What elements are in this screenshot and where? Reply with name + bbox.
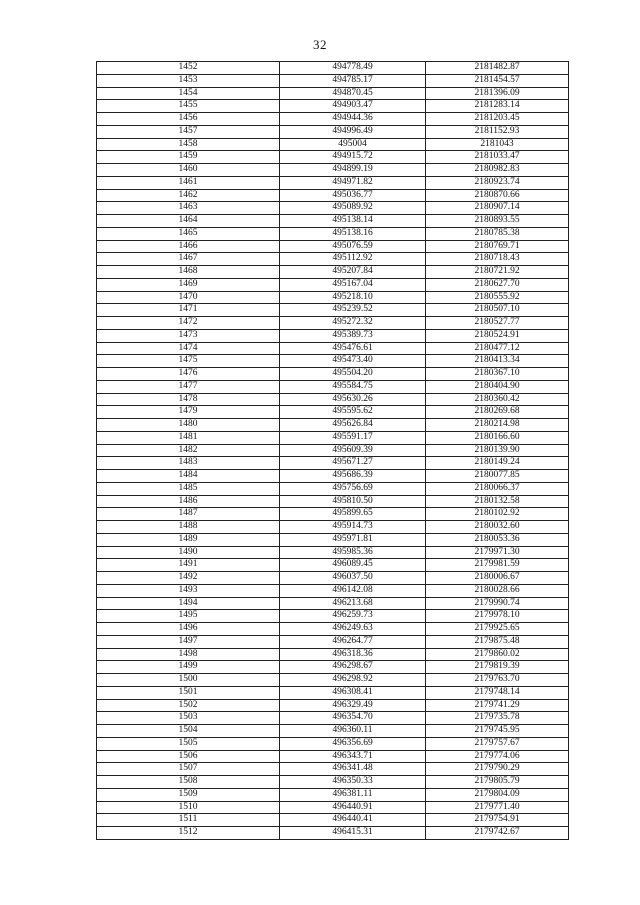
y-coordinate-cell: 2180214.98 [426, 419, 569, 432]
y-coordinate-cell: 2180077.85 [426, 470, 569, 483]
page-number: 32 [313, 37, 327, 52]
x-coordinate-cell: 496264.77 [280, 635, 426, 648]
table-row [97, 699, 569, 712]
table-row [97, 176, 569, 189]
table-row [97, 355, 569, 368]
y-coordinate-cell: 2180721.92 [426, 266, 569, 279]
y-coordinate-cell: 2180507.10 [426, 304, 569, 317]
table-row [97, 482, 569, 495]
point-number-cell: 1468 [97, 266, 280, 279]
table-row [97, 189, 569, 202]
y-coordinate-cell: 2180102.92 [426, 508, 569, 521]
point-number-cell: 1473 [97, 329, 280, 342]
point-number-cell: 1486 [97, 495, 280, 508]
point-number-cell: 1481 [97, 431, 280, 444]
x-coordinate-cell: 495584.75 [280, 380, 426, 393]
x-coordinate-cell: 494899.19 [280, 164, 426, 177]
point-number-cell: 1467 [97, 253, 280, 266]
x-coordinate-cell: 495076.59 [280, 240, 426, 253]
table-row [97, 750, 569, 763]
x-coordinate-cell: 496318.36 [280, 648, 426, 661]
y-coordinate-cell: 2181283.14 [426, 100, 569, 113]
point-number-cell: 1475 [97, 355, 280, 368]
y-coordinate-cell: 2180006.67 [426, 572, 569, 585]
table-row [97, 342, 569, 355]
point-number-cell: 1487 [97, 508, 280, 521]
y-coordinate-cell: 2180139.90 [426, 444, 569, 457]
point-number-cell: 1512 [97, 827, 280, 840]
y-coordinate-cell: 2179804.09 [426, 788, 569, 801]
point-number-cell: 1491 [97, 559, 280, 572]
y-coordinate-cell: 2179925.65 [426, 623, 569, 636]
point-number-cell: 1474 [97, 342, 280, 355]
y-coordinate-cell: 2180555.92 [426, 291, 569, 304]
y-coordinate-cell: 2180053.36 [426, 533, 569, 546]
point-number-cell: 1492 [97, 572, 280, 585]
x-coordinate-cell: 495004 [280, 138, 426, 151]
y-coordinate-cell: 2180982.83 [426, 164, 569, 177]
table-row [97, 635, 569, 648]
table-row [97, 508, 569, 521]
table-row [97, 610, 569, 623]
y-coordinate-cell: 2181033.47 [426, 151, 569, 164]
y-coordinate-cell: 2179754.91 [426, 814, 569, 827]
x-coordinate-cell: 496213.68 [280, 597, 426, 610]
x-coordinate-cell: 495971.81 [280, 533, 426, 546]
x-coordinate-cell: 496440.91 [280, 801, 426, 814]
table-row [97, 584, 569, 597]
table-row [97, 623, 569, 636]
x-coordinate-cell: 495810.50 [280, 495, 426, 508]
point-number-cell: 1494 [97, 597, 280, 610]
table-row [97, 725, 569, 738]
point-number-cell: 1507 [97, 763, 280, 776]
table-row [97, 431, 569, 444]
x-coordinate-cell: 496298.92 [280, 674, 426, 687]
y-coordinate-cell: 2180028.66 [426, 584, 569, 597]
table-row [97, 776, 569, 789]
y-coordinate-cell: 2179745.95 [426, 725, 569, 738]
y-coordinate-cell: 2179990.74 [426, 597, 569, 610]
point-number-cell: 1498 [97, 648, 280, 661]
point-number-cell: 1477 [97, 380, 280, 393]
point-number-cell: 1471 [97, 304, 280, 317]
table-row [97, 737, 569, 750]
point-number-cell: 1453 [97, 74, 280, 87]
point-number-cell: 1503 [97, 712, 280, 725]
point-number-cell: 1455 [97, 100, 280, 113]
table-row [97, 521, 569, 534]
table-row [97, 546, 569, 559]
table-row [97, 253, 569, 266]
y-coordinate-cell: 2179790.29 [426, 763, 569, 776]
point-number-cell: 1490 [97, 546, 280, 559]
table-row [97, 712, 569, 725]
y-coordinate-cell: 2180066.37 [426, 482, 569, 495]
x-coordinate-cell: 496360.11 [280, 725, 426, 738]
table-row [97, 215, 569, 228]
point-number-cell: 1478 [97, 393, 280, 406]
point-number-cell: 1501 [97, 686, 280, 699]
point-number-cell: 1480 [97, 419, 280, 432]
y-coordinate-cell: 2179742.67 [426, 827, 569, 840]
x-coordinate-cell: 496249.63 [280, 623, 426, 636]
x-coordinate-cell: 494915.72 [280, 151, 426, 164]
point-number-cell: 1454 [97, 87, 280, 100]
y-coordinate-cell: 2181454.57 [426, 74, 569, 87]
table-row [97, 661, 569, 674]
y-coordinate-cell: 2180907.14 [426, 202, 569, 215]
x-coordinate-cell: 494870.45 [280, 87, 426, 100]
point-number-cell: 1456 [97, 113, 280, 126]
table-row [97, 444, 569, 457]
table-row [97, 801, 569, 814]
x-coordinate-cell: 495476.61 [280, 342, 426, 355]
y-coordinate-cell: 2180413.34 [426, 355, 569, 368]
x-coordinate-cell: 495389.73 [280, 329, 426, 342]
point-number-cell: 1466 [97, 240, 280, 253]
point-number-cell: 1505 [97, 737, 280, 750]
table-row [97, 151, 569, 164]
x-coordinate-cell: 496440.41 [280, 814, 426, 827]
table-row [97, 240, 569, 253]
x-coordinate-cell: 495899.65 [280, 508, 426, 521]
point-number-cell: 1504 [97, 725, 280, 738]
table-row [97, 138, 569, 151]
table-row [97, 648, 569, 661]
table-row [97, 368, 569, 381]
table-row [97, 278, 569, 291]
point-number-cell: 1495 [97, 610, 280, 623]
x-coordinate-cell: 495756.69 [280, 482, 426, 495]
table-row [97, 533, 569, 546]
y-coordinate-cell: 2180627.70 [426, 278, 569, 291]
y-coordinate-cell: 2179748.14 [426, 686, 569, 699]
table-row [97, 814, 569, 827]
point-number-cell: 1499 [97, 661, 280, 674]
x-coordinate-cell: 496142.08 [280, 584, 426, 597]
table-row [97, 597, 569, 610]
y-coordinate-cell: 2181396.09 [426, 87, 569, 100]
point-number-cell: 1476 [97, 368, 280, 381]
point-number-cell: 1511 [97, 814, 280, 827]
table-row [97, 457, 569, 470]
table-row [97, 100, 569, 113]
point-number-cell: 1479 [97, 406, 280, 419]
y-coordinate-cell: 2180166.60 [426, 431, 569, 444]
x-coordinate-cell: 495138.16 [280, 227, 426, 240]
table-row [97, 266, 569, 279]
y-coordinate-cell: 2180524.91 [426, 329, 569, 342]
table-row [97, 763, 569, 776]
point-number-cell: 1470 [97, 291, 280, 304]
y-coordinate-cell: 2180527.77 [426, 317, 569, 330]
point-number-cell: 1458 [97, 138, 280, 151]
x-coordinate-cell: 496354.70 [280, 712, 426, 725]
y-coordinate-cell: 2179741.29 [426, 699, 569, 712]
table-row [97, 572, 569, 585]
y-coordinate-cell: 2180718.43 [426, 253, 569, 266]
point-number-cell: 1472 [97, 317, 280, 330]
x-coordinate-cell: 495089.92 [280, 202, 426, 215]
y-coordinate-cell: 2179978.10 [426, 610, 569, 623]
table-row [97, 393, 569, 406]
x-coordinate-cell: 495239.52 [280, 304, 426, 317]
table-row [97, 559, 569, 572]
table-row [97, 406, 569, 419]
coordinates-table [96, 61, 569, 840]
point-number-cell: 1509 [97, 788, 280, 801]
y-coordinate-cell: 2180149.24 [426, 457, 569, 470]
y-coordinate-cell: 2180785.38 [426, 227, 569, 240]
y-coordinate-cell: 2179735.78 [426, 712, 569, 725]
table-row [97, 686, 569, 699]
table-row [97, 227, 569, 240]
table-row [97, 380, 569, 393]
table-row [97, 329, 569, 342]
x-coordinate-cell: 495207.84 [280, 266, 426, 279]
x-coordinate-cell: 496350.33 [280, 776, 426, 789]
y-coordinate-cell: 2180360.42 [426, 393, 569, 406]
table-row [97, 62, 569, 75]
x-coordinate-cell: 494944.36 [280, 113, 426, 126]
x-coordinate-cell: 496329.49 [280, 699, 426, 712]
table-row [97, 164, 569, 177]
x-coordinate-cell: 495609.39 [280, 444, 426, 457]
table-row [97, 125, 569, 138]
y-coordinate-cell: 2180367.10 [426, 368, 569, 381]
point-number-cell: 1460 [97, 164, 280, 177]
point-number-cell: 1502 [97, 699, 280, 712]
table-row [97, 291, 569, 304]
x-coordinate-cell: 495473.40 [280, 355, 426, 368]
point-number-cell: 1485 [97, 482, 280, 495]
x-coordinate-cell: 495914.73 [280, 521, 426, 534]
x-coordinate-cell: 495138.14 [280, 215, 426, 228]
table-row [97, 827, 569, 840]
x-coordinate-cell: 495167.04 [280, 278, 426, 291]
table-row [97, 674, 569, 687]
table-row [97, 202, 569, 215]
point-number-cell: 1506 [97, 750, 280, 763]
y-coordinate-cell: 2179763.70 [426, 674, 569, 687]
x-coordinate-cell: 495671.27 [280, 457, 426, 470]
point-number-cell: 1488 [97, 521, 280, 534]
point-number-cell: 1461 [97, 176, 280, 189]
x-coordinate-cell: 495630.26 [280, 393, 426, 406]
x-coordinate-cell: 495626.84 [280, 419, 426, 432]
y-coordinate-cell: 2180923.74 [426, 176, 569, 189]
point-number-cell: 1508 [97, 776, 280, 789]
y-coordinate-cell: 2181203.45 [426, 113, 569, 126]
x-coordinate-cell: 496415.31 [280, 827, 426, 840]
x-coordinate-cell: 496089.45 [280, 559, 426, 572]
point-number-cell: 1510 [97, 801, 280, 814]
point-number-cell: 1483 [97, 457, 280, 470]
table-row [97, 419, 569, 432]
x-coordinate-cell: 495112.92 [280, 253, 426, 266]
y-coordinate-cell: 2181482.87 [426, 62, 569, 75]
point-number-cell: 1452 [97, 62, 280, 75]
x-coordinate-cell: 495218.10 [280, 291, 426, 304]
y-coordinate-cell: 2181152.93 [426, 125, 569, 138]
x-coordinate-cell: 496343.71 [280, 750, 426, 763]
y-coordinate-cell: 2180477.12 [426, 342, 569, 355]
x-coordinate-cell: 496298.67 [280, 661, 426, 674]
point-number-cell: 1462 [97, 189, 280, 202]
x-coordinate-cell: 496308.41 [280, 686, 426, 699]
x-coordinate-cell: 495686.39 [280, 470, 426, 483]
y-coordinate-cell: 2179819.39 [426, 661, 569, 674]
point-number-cell: 1489 [97, 533, 280, 546]
coordinates-table-body [97, 62, 569, 840]
point-number-cell: 1484 [97, 470, 280, 483]
table-row [97, 87, 569, 100]
y-coordinate-cell: 2179971.30 [426, 546, 569, 559]
x-coordinate-cell: 495985.36 [280, 546, 426, 559]
point-number-cell: 1463 [97, 202, 280, 215]
point-number-cell: 1493 [97, 584, 280, 597]
point-number-cell: 1469 [97, 278, 280, 291]
table-row [97, 317, 569, 330]
x-coordinate-cell: 495591.17 [280, 431, 426, 444]
x-coordinate-cell: 494778.49 [280, 62, 426, 75]
table-row [97, 304, 569, 317]
point-number-cell: 1457 [97, 125, 280, 138]
point-number-cell: 1500 [97, 674, 280, 687]
x-coordinate-cell: 496341.48 [280, 763, 426, 776]
y-coordinate-cell: 2179771.40 [426, 801, 569, 814]
table-row [97, 495, 569, 508]
x-coordinate-cell: 495595.62 [280, 406, 426, 419]
point-number-cell: 1496 [97, 623, 280, 636]
x-coordinate-cell: 494785.17 [280, 74, 426, 87]
point-number-cell: 1459 [97, 151, 280, 164]
y-coordinate-cell: 2180404.90 [426, 380, 569, 393]
x-coordinate-cell: 496037.50 [280, 572, 426, 585]
x-coordinate-cell: 495504.20 [280, 368, 426, 381]
table-row [97, 74, 569, 87]
table-row [97, 788, 569, 801]
point-number-cell: 1465 [97, 227, 280, 240]
y-coordinate-cell: 2181043 [426, 138, 569, 151]
y-coordinate-cell: 2179860.02 [426, 648, 569, 661]
y-coordinate-cell: 2180870.66 [426, 189, 569, 202]
point-number-cell: 1482 [97, 444, 280, 457]
y-coordinate-cell: 2179805.79 [426, 776, 569, 789]
y-coordinate-cell: 2180893.55 [426, 215, 569, 228]
x-coordinate-cell: 496259.73 [280, 610, 426, 623]
table-row [97, 113, 569, 126]
y-coordinate-cell: 2180269.68 [426, 406, 569, 419]
point-number-cell: 1497 [97, 635, 280, 648]
y-coordinate-cell: 2180769.71 [426, 240, 569, 253]
y-coordinate-cell: 2179774.06 [426, 750, 569, 763]
x-coordinate-cell: 494971.82 [280, 176, 426, 189]
x-coordinate-cell: 495036.77 [280, 189, 426, 202]
x-coordinate-cell: 496356.69 [280, 737, 426, 750]
x-coordinate-cell: 494996.49 [280, 125, 426, 138]
table-row [97, 470, 569, 483]
y-coordinate-cell: 2179981.59 [426, 559, 569, 572]
y-coordinate-cell: 2180132.58 [426, 495, 569, 508]
point-number-cell: 1464 [97, 215, 280, 228]
x-coordinate-cell: 496381.11 [280, 788, 426, 801]
y-coordinate-cell: 2180032.60 [426, 521, 569, 534]
y-coordinate-cell: 2179875.48 [426, 635, 569, 648]
x-coordinate-cell: 494903.47 [280, 100, 426, 113]
y-coordinate-cell: 2179757.67 [426, 737, 569, 750]
x-coordinate-cell: 495272.32 [280, 317, 426, 330]
